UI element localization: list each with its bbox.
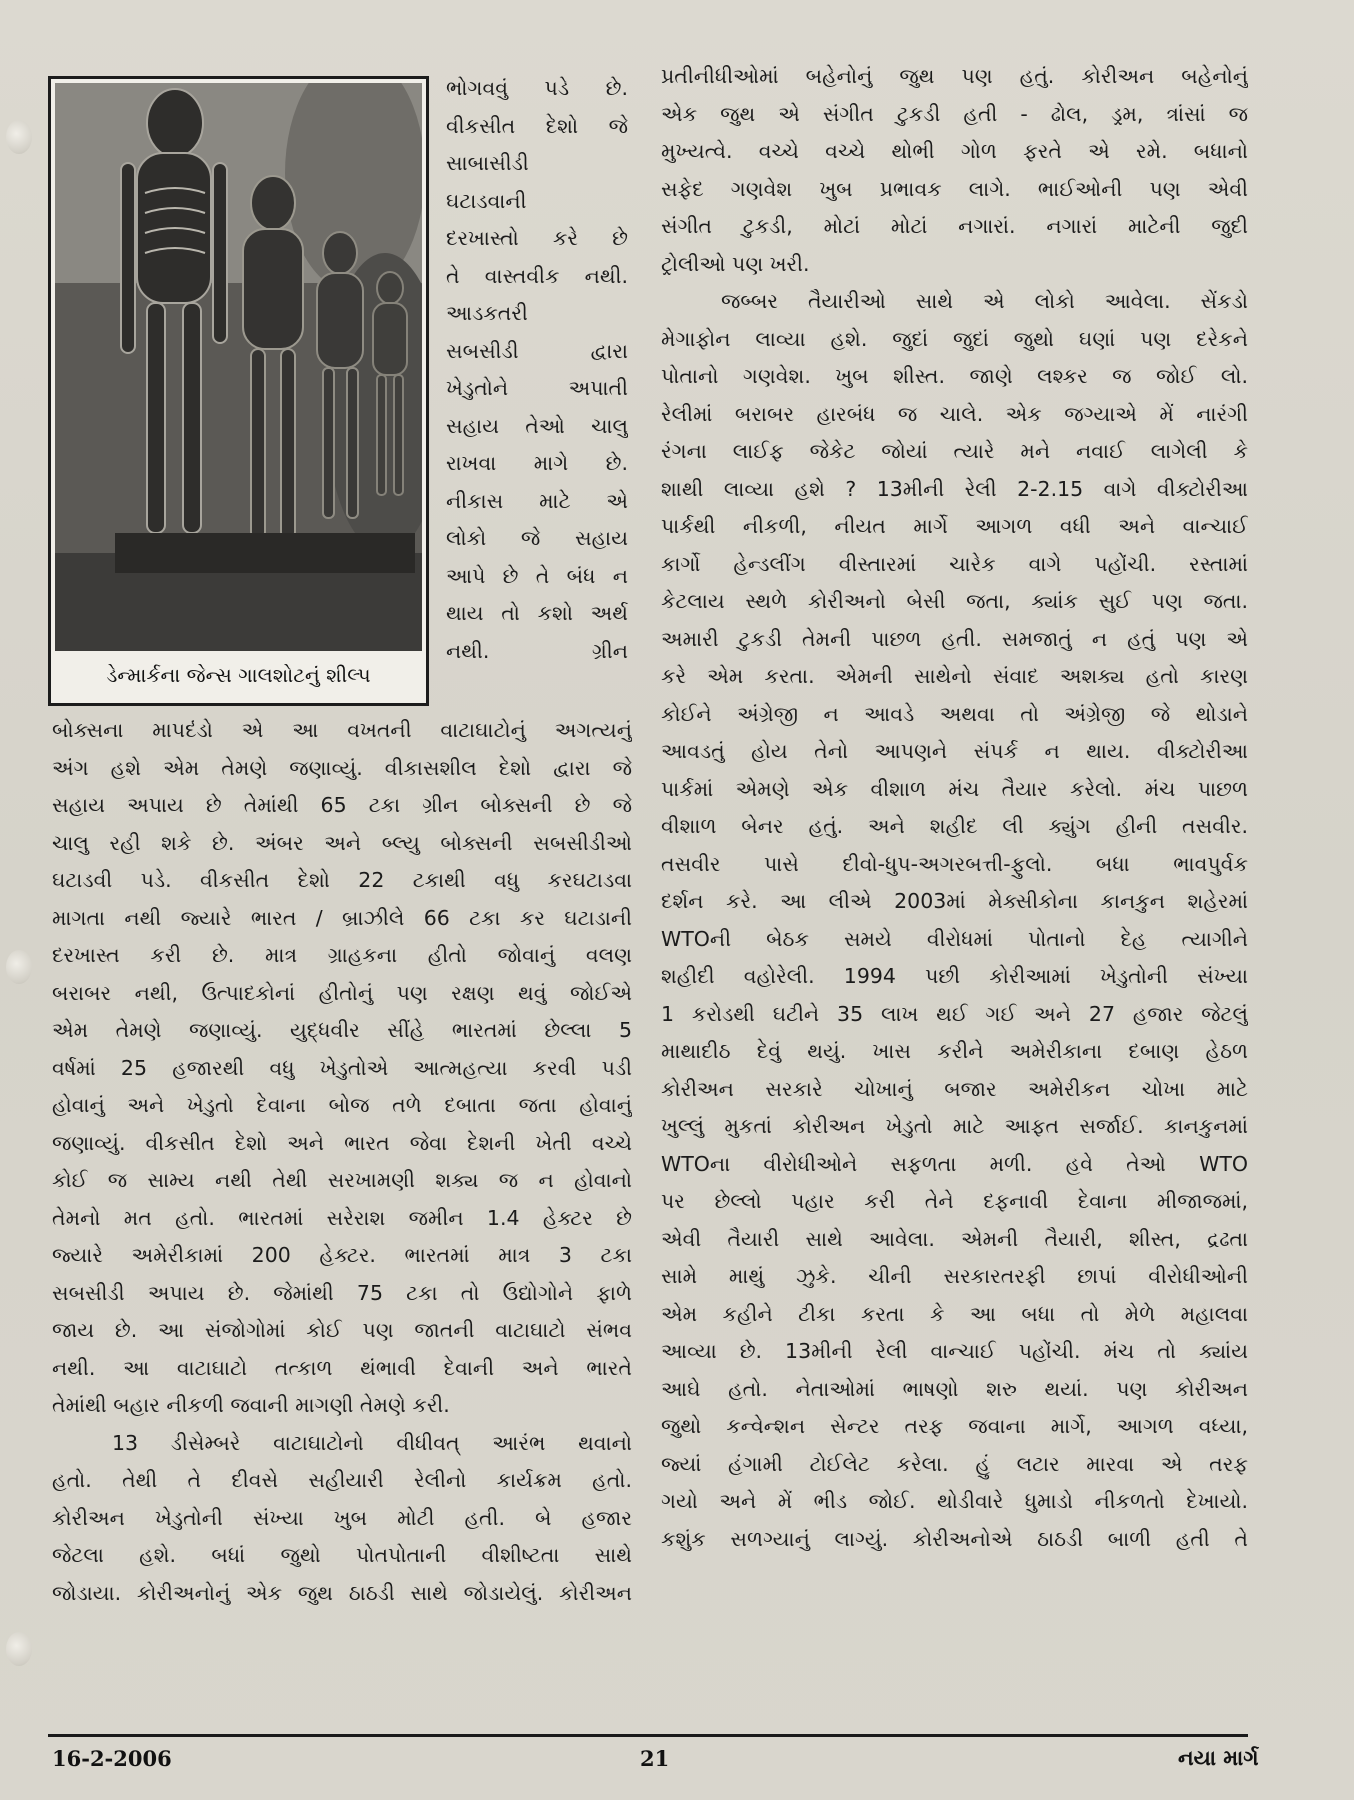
text-line: થાય તો કશો અર્થ bbox=[446, 601, 628, 625]
text-line: શાથી લાવ્યા હશે ? 13મીની રેલી 2-2.15 વાગે વીક્ટોરીઆ bbox=[661, 476, 1248, 501]
text-line: હોવાનું અને ખેડુતો દેવાના બોજ તળે દબાતા જતા હોવાનું bbox=[52, 1093, 632, 1117]
text-line: તેમનો મત હતો. ભારતમાં સરેરાશ જમીન 1.4 હેક્ટર છે bbox=[52, 1205, 632, 1230]
photo-caption: ડેન્માર્કના જેન્સ ગાલશોટનું શીલ્પ bbox=[106, 663, 371, 687]
text-line: રેલીમાં બરાબર હારબંધ જ ચાલે. એક જગ્યાએ મેં નારંગી bbox=[661, 401, 1248, 426]
text-line: પાર્કમાં એમણે એક વીશાળ મંચ તૈયાર કરેલો. મંચ પાછળ bbox=[661, 776, 1248, 801]
text-line: બોક્સના માપદંડો એ આ વખતની વાટાઘાટોનું અગત્યનું bbox=[52, 718, 632, 742]
text-line: કશુંક સળગ્યાનું લાગ્યું. કોરીઅનોએ ઠાઠડી બાળી હતી તે bbox=[661, 1526, 1248, 1551]
text-line: રંગના લાઈફ જેકેટ જોયાં ત્યારે મને નવાઈ લાગેલી કે bbox=[661, 439, 1248, 463]
text-line: દર્શન કરે. આ લીએ 2003માં મેક્સીકોના કાનકુન શહેરમાં bbox=[661, 889, 1248, 913]
text-line: આવ્યા છે. 13મીની રેલી વાન્ચાઈ પહોંચી. મંચ તો ક્યાંય bbox=[661, 1339, 1248, 1363]
text-line: કોરીઅન સરકારે ચોખાનું બજાર અમેરીકન ચોખા માટે bbox=[661, 1076, 1248, 1101]
text-line: સામે માથું ઝુકે. ચીની સરકારતરફી છાપાં વીરોધીઓની bbox=[661, 1264, 1248, 1288]
text-line: વર્ષમાં 25 હજારથી વધુ ખેડુતોએ આત્મહત્યા કરવી પડી bbox=[52, 1055, 632, 1080]
text-line: રાખવા માગે છે. bbox=[446, 451, 628, 475]
text-line: તે વાસ્તવીક નથી. bbox=[446, 263, 628, 288]
text-line: તેમાંથી બહાર નીકળી જવાની માગણી તેમણે કરી. bbox=[52, 1393, 450, 1417]
text-line: કોરીઅન ખેડુતોની સંખ્યા ખુબ મોટી હતી. બે હજાર bbox=[52, 1505, 632, 1530]
text-line: જોડાયા. કોરીઅનોનું એક જુથ ઠાઠડી સાથે જોડાયેલું. કોરીઅન bbox=[52, 1580, 632, 1605]
left-text-column bbox=[52, 712, 632, 1612]
text-line: આવડતું હોય તેનો આપણને સંપર્ક ન થાય. વીક્ટોરીઆ bbox=[661, 739, 1248, 763]
text-line: જબ્બર તૈયારીઓ સાથે એ લોકો આવેલા. સેંકડો bbox=[721, 289, 1248, 313]
text-line: પ્રતીનીધીઓમાં બહેનોનું જુથ પણ હતું. કોરીઅન બહેનોનું bbox=[661, 64, 1248, 88]
punch-hole bbox=[6, 1632, 32, 1666]
text-line: આપે છે તે બંધ ન bbox=[446, 563, 628, 588]
text-line: ચાલુ રહી શકે છે. અંબર અને બ્લ્યુ બોક્સની સબસીડીઓ bbox=[52, 830, 632, 855]
text-line: આઘે હતો. નેતાઓમાં ભાષણો શરુ થયાં. પણ કોરીઅન bbox=[661, 1376, 1248, 1401]
text-line: સહાય અપાય છે તેમાંથી 65 ટકા ગ્રીન બોક્સની છે જે bbox=[52, 793, 632, 817]
text-line: કેટલાય સ્થળે કોરીઅનો બેસી જતા, ક્યાંક સુઈ પણ જતા. bbox=[661, 589, 1248, 613]
text-line: વીશાળ બેનર હતું. અને શહીદ લી ક્યુંગ હીની તસવીર. bbox=[661, 814, 1248, 838]
text-line: સફેદ ગણવેશ ખુબ પ્રભાવક લાગે. ભાઈઓની પણ એવી bbox=[661, 176, 1248, 201]
punch-hole bbox=[6, 120, 32, 154]
text-line: તસવીર પાસે દીવો-ધુપ-અગરબત્તી-ફુલો. બધા ભાવપુર્વક bbox=[661, 851, 1248, 876]
text-line: કાર્ગો હેન્ડલીંગ વીસ્તારમાં ચારેક વાગે પહોંચી. રસ્તામાં bbox=[661, 551, 1248, 576]
text-line: મુખ્યત્વે. વચ્ચે વચ્ચે થોભી ગોળ ફરતે એ રમે. બધાનો bbox=[661, 139, 1248, 163]
text-line: WTOના વીરોધીઓને સફળતા મળી. હવે તેઓ WTO bbox=[661, 1151, 1248, 1176]
text-line: પોતાનો ગણવેશ. ખુબ શીસ્ત. જાણે લશ્કર જ જોઈ લો. bbox=[661, 364, 1248, 388]
text-line: ભોગવવું પડે છે. bbox=[446, 76, 628, 100]
publication-name: નયા માર્ગ bbox=[1178, 1746, 1259, 1770]
text-line: 1 કરોડથી ઘટીને 35 લાખ થઈ ગઈ અને 27 હજાર જેટલું bbox=[661, 1001, 1248, 1026]
text-line: અમારી ટુકડી તેમની પાછળ હતી. સમજાતું ન હતું પણ એ bbox=[661, 626, 1248, 651]
text-line: વીકસીત દેશો જે bbox=[446, 113, 628, 138]
text-line: એવી તૈયારી સાથે આવેલા. એમની તૈયારી, શીસ્ત, દ્રઢતા bbox=[661, 1226, 1248, 1251]
text-line: આડકતરી bbox=[446, 301, 528, 325]
text-line: હતો. તેથી તે દીવસે સહીયારી રેલીનો કાર્યક્રમ હતો. bbox=[52, 1468, 632, 1492]
text-line: ઘટાડવાની bbox=[446, 188, 527, 213]
text-line: સબસીડી દ્વારા bbox=[446, 338, 628, 363]
footer-date: 16-2-2006 bbox=[52, 1746, 172, 1771]
text-line: દરખાસ્ત કરી છે. માત્ર ગ્રાહકના હીતો જોવાનું વલણ bbox=[52, 943, 632, 967]
text-line: 13 ડીસેમ્બરે વાટાઘાટોનો વીધીવત્ આરંભ થવાનો bbox=[112, 1430, 632, 1455]
text-line: ખેડુતોને અપાતી bbox=[446, 376, 628, 400]
text-line: સબસીડી અપાય છે. જેમાંથી 75 ટકા તો ઉદ્યોગોને ફાળે bbox=[52, 1280, 632, 1305]
text-line: સહાય તેઓ ચાલુ bbox=[446, 413, 628, 438]
text-line: ટ્રોલીઓ પણ ખરી. bbox=[661, 251, 810, 276]
text-line: જુથો કન્વેન્શન સેન્ટર તરફ જવાના માર્ગે, આગળ વધ્યા, bbox=[661, 1414, 1248, 1438]
text-line: શહીદી વહોરેલી. 1994 પછી કોરીઆમાં ખેડુતોની સંખ્યા bbox=[661, 964, 1248, 988]
text-line: નીકાસ માટે એ bbox=[446, 488, 628, 513]
text-line: ગયો અને મેં ભીડ જોઈ. થોડીવારે ધુમાડો નીકળતો દેખાયો. bbox=[661, 1489, 1248, 1513]
text-line: કોઈ જ સામ્ય નથી તેથી સરખામણી શક્ય જ ન હોવાનો bbox=[52, 1168, 632, 1192]
text-line: જેટલા હશે. બધાં જુથો પોતપોતાની વીશીષ્ટતા સાથે bbox=[52, 1543, 632, 1567]
text-line: મેગાફોન લાવ્યા હશે. જુદાં જુદાં જુથો ઘણાં પણ દરેકને bbox=[661, 326, 1248, 351]
text-line: જ્યાં હંગામી ટોઈલેટ કરેલા. હું લટાર મારવા એ તરફ bbox=[661, 1451, 1248, 1476]
text-line: ખુલ્લું મુકતાં કોરીઅન ખેડુતો માટે આફત સર્જાઈ. કાનકુનમાં bbox=[661, 1114, 1248, 1138]
text-line: લોકો જે સહાય bbox=[446, 526, 628, 550]
punch-hole bbox=[6, 950, 32, 984]
right-text-column bbox=[661, 58, 1248, 1558]
text-line: પર છેલ્લો પહાર કરી તેને દફનાવી દેવાના મીજાજમાં, bbox=[661, 1189, 1248, 1213]
text-line: એમ તેમણે જણાવ્યું. યુદ્ધવીર સીંહે ભારતમાં છેલ્લા 5 bbox=[52, 1018, 632, 1042]
page-number: 21 bbox=[640, 1746, 670, 1771]
text-line: નથી. ગ્રીન bbox=[446, 638, 628, 663]
text-line: એક જુથ એ સંગીત ટુકડી હતી - ઢોલ, ડ્રમ, ત્રાંસાં જ bbox=[661, 101, 1248, 126]
sculpture-photo bbox=[48, 76, 429, 706]
text-line: માગતા નથી જ્યારે ભારત / બ્રાઝીલે 66 ટકા કર ઘટાડાની bbox=[52, 905, 632, 930]
text-line: સાબાસીડી bbox=[446, 151, 529, 175]
skeleton-sculpture-image bbox=[55, 83, 422, 651]
text-line: બરાબર નથી, ઉત્પાદકોનાં હીતોનું પણ રક્ષણ થવું જોઈએ bbox=[52, 980, 632, 1005]
text-line: કોઈને અંગ્રેજી ન આવડે અથવા તો અંગ્રેજી જે થોડાને bbox=[661, 701, 1248, 726]
footer-rule bbox=[48, 1734, 1248, 1737]
text-line: ઘટાડવી પડે. વીકસીત દેશો 22 ટકાથી વધુ કરઘટાડવા bbox=[52, 868, 632, 892]
text-line: દરખાસ્તો કરે છે bbox=[446, 226, 628, 250]
text-line: સંગીત ટુકડી, મોટાં મોટાં નગારાં. નગારાં માટેની જુદી bbox=[661, 214, 1248, 238]
text-line: જ્યારે અમેરીકામાં 200 હેક્ટર. ભારતમાં માત્ર 3 ટકા bbox=[52, 1243, 632, 1267]
text-line: પાર્કથી નીકળી, નીયત માર્ગે આગળ વધી અને વાન્ચાઈ bbox=[661, 514, 1248, 538]
text-line: WTOની બેઠક સમયે વીરોધમાં પોતાનો દેહ ત્યાગીને bbox=[661, 926, 1248, 951]
narrow-text-column bbox=[446, 70, 628, 670]
text-line: નથી. આ વાટાઘાટો તત્કાળ થંભાવી દેવાની અને ભારતે bbox=[52, 1355, 632, 1380]
text-line: માથાદીઠ દેવું થયું. ખાસ કરીને અમેરીકાના દબાણ હેઠળ bbox=[661, 1039, 1248, 1063]
text-line: જણાવ્યું. વીકસીત દેશો અને ભારત જેવા દેશની ખેતી વચ્ચે bbox=[52, 1130, 632, 1155]
text-line: જાય છે. આ સંજોગોમાં કોઈ પણ જાતની વાટાઘાટો સંભવ bbox=[52, 1318, 632, 1342]
text-line: અંગ હશે એમ તેમણે જણાવ્યું. વીકાસશીલ દેશો દ્વારા જે bbox=[52, 755, 632, 780]
text-line: એમ કહીને ટીકા કરતા કે આ બધા તો મેળે મહાલવા bbox=[661, 1301, 1248, 1326]
text-line: કરે એમ કરતા. એમની સાથેનો સંવાદ અશક્ય હતો કારણ bbox=[661, 664, 1248, 688]
